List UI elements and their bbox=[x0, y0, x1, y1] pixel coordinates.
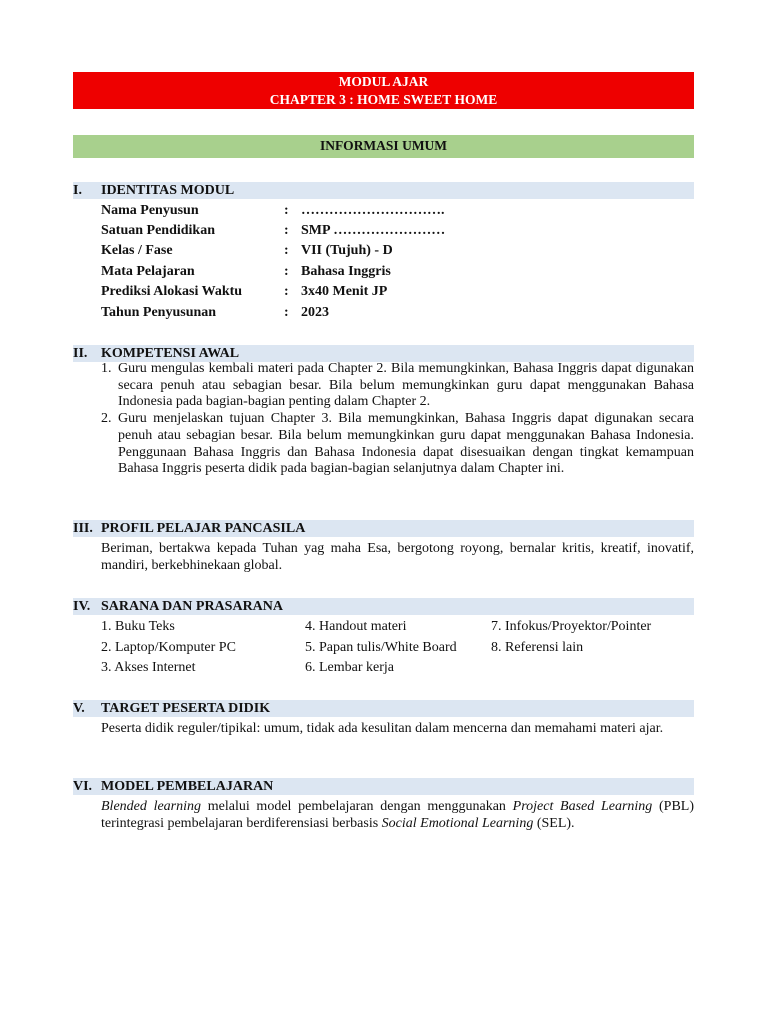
section-number: VI. bbox=[73, 779, 93, 794]
identity-colon: : bbox=[284, 284, 289, 299]
section-title: MODEL PEMBELAJARAN bbox=[101, 779, 274, 794]
identity-colon: : bbox=[284, 203, 289, 218]
section-title: IDENTITAS MODUL bbox=[101, 183, 235, 198]
identity-value: 2023 bbox=[301, 305, 329, 320]
model-text-italic: Social Emotional Learning bbox=[381, 815, 534, 831]
facility-item: 5. Papan tulis/White Board bbox=[305, 640, 457, 655]
facility-item: 8. Referensi lain bbox=[491, 640, 584, 655]
section-heading-target bbox=[73, 700, 694, 717]
section-number: II. bbox=[73, 346, 88, 361]
identity-label: Mata Pelajaran bbox=[101, 264, 195, 279]
identity-label: Nama Penyusun bbox=[101, 203, 199, 218]
section-number: IV. bbox=[73, 599, 91, 614]
section-heading-model bbox=[73, 778, 694, 795]
identity-label: Kelas / Fase bbox=[101, 243, 173, 258]
section-number: V. bbox=[73, 701, 85, 716]
section-title: TARGET PESERTA DIDIK bbox=[101, 701, 271, 716]
identity-label: Satuan Pendidikan bbox=[101, 223, 215, 238]
identity-value: …………………………. bbox=[301, 203, 445, 218]
model-text-part: (PBL) terintegrasi pembelajaran berdiferensiasi berbasis bbox=[101, 799, 695, 831]
facility-item: 4. Handout materi bbox=[305, 619, 407, 634]
list-item-text: Guru mengulas kembali materi pada Chapter 2. Bila memungkinkan, Bahasa Inggris dapat digunakan secara penuh atau sebagian besar. Bila belum memungkinkan guru dapat menggunakan Bahasa Indonesia pada bagian-bagian penting dalam Chapter 2. bbox=[118, 361, 694, 410]
section-title: KOMPETENSI AWAL bbox=[101, 346, 240, 361]
facility-item: 7. Infokus/Proyektor/Pointer bbox=[491, 619, 652, 634]
model-text-italic: Blended learning bbox=[101, 799, 202, 814]
model-text bbox=[101, 799, 694, 832]
module-title-banner bbox=[73, 72, 694, 109]
module-title: MODUL AJAR bbox=[338, 74, 429, 89]
section-title: SARANA DAN PRASARANA bbox=[101, 599, 284, 614]
chapter-title: CHAPTER 3 : HOME SWEET HOME bbox=[269, 92, 498, 107]
identity-colon: : bbox=[284, 305, 289, 320]
section-number: I. bbox=[73, 183, 82, 198]
identity-colon: : bbox=[284, 264, 289, 279]
profile-text: Beriman, bertakwa kepada Tuhan yag maha Esa, bergotong royong, bernalar kritis, kreatif, inovatif, mandiri, berkebhinekaan global. bbox=[101, 541, 694, 573]
facility-item: 3. Akses Internet bbox=[101, 660, 196, 675]
model-text-part: melalui model pembelajaran dengan menggunakan bbox=[201, 799, 513, 814]
identity-colon: : bbox=[284, 243, 289, 258]
identity-label: Prediksi Alokasi Waktu bbox=[101, 284, 243, 299]
section-heading-sarana bbox=[73, 598, 694, 615]
target-text: Peserta didik reguler/tipikal: umum, tidak ada kesulitan dalam mencerna dan memahami materi ajar. bbox=[101, 721, 664, 736]
list-item bbox=[101, 411, 694, 478]
list-item-text: Guru menjelaskan tujuan Chapter 3. Bila memungkinkan, Bahasa Inggris dapat digunakan secara penuh atau sebagian besar. Bila belum memungkinkan guru dapat menggunakan Bahasa Indonesia. Penggunaan Bahasa Inggris dan Bahasa Indonesia dapat disesuaikan dengan tingkat kemampuan Bahasa Inggris peserta didik pada bagian-bagian selanjutnya dalam Chapter ini. bbox=[118, 411, 694, 477]
facility-item: 2. Laptop/Komputer PC bbox=[101, 640, 236, 655]
identity-value: Bahasa Inggris bbox=[301, 264, 391, 279]
section-heading-profil bbox=[73, 520, 694, 537]
general-info-banner: INFORMASI UMUM bbox=[73, 135, 694, 158]
model-text-part: (SEL). bbox=[533, 815, 575, 831]
model-text-italic: Project Based Learning bbox=[512, 799, 653, 814]
identity-label: Tahun Penyusunan bbox=[101, 305, 217, 320]
section-heading-kompetensi bbox=[73, 345, 694, 362]
facility-item: 6. Lembar kerja bbox=[305, 660, 395, 675]
list-item-number: 1. bbox=[101, 361, 112, 376]
list-item bbox=[101, 361, 694, 411]
section-number: III. bbox=[73, 521, 93, 536]
list-item-number: 2. bbox=[101, 411, 112, 427]
identity-colon: : bbox=[284, 223, 289, 238]
identity-value: 3x40 Menit JP bbox=[301, 284, 388, 299]
facility-item: 1. Buku Teks bbox=[101, 619, 175, 634]
identity-value: VII (Tujuh) - D bbox=[301, 243, 393, 258]
competency-list bbox=[101, 361, 694, 478]
section-title: PROFIL PELAJAR PANCASILA bbox=[101, 521, 306, 536]
section-heading-identitas bbox=[73, 182, 694, 199]
identity-value: SMP …………………… bbox=[301, 223, 446, 238]
